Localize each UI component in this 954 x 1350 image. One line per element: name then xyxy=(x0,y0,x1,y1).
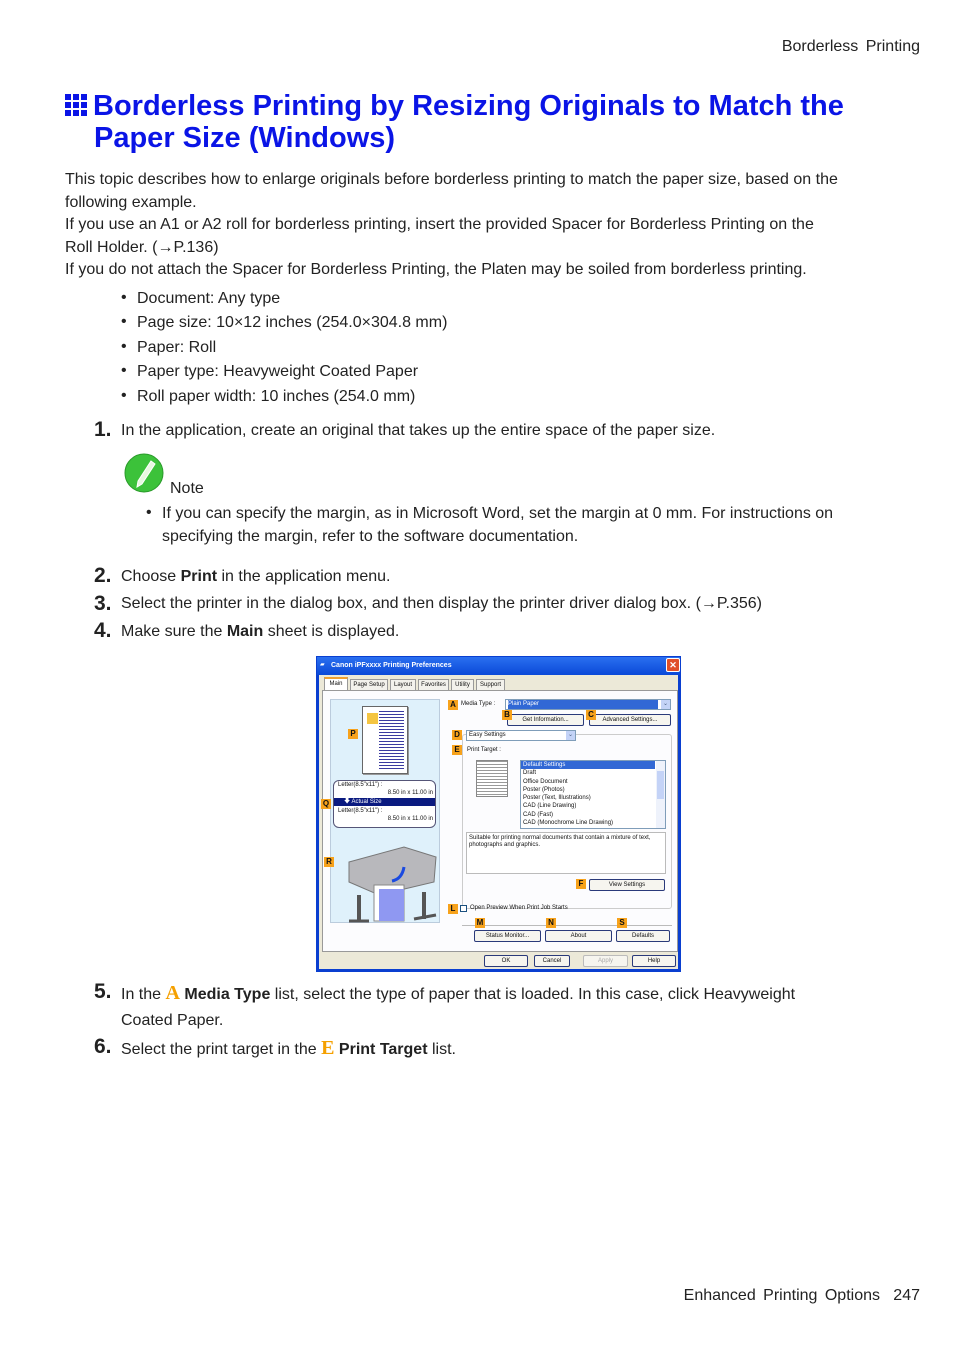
tab-page-setup[interactable]: Page Setup xyxy=(350,679,388,690)
page-preview xyxy=(362,706,408,774)
cancel-button[interactable]: Cancel xyxy=(534,955,570,967)
label-e-marker: E xyxy=(321,1037,335,1059)
note-text: specifying the margin, refer to the software documentation. xyxy=(162,528,579,545)
intro-line: If you use an A1 or A2 roll for borderless printing, insert the provided Spacer for Borderless Printing on the xyxy=(65,216,814,233)
printer-illustration xyxy=(344,837,439,923)
label-c: C xyxy=(586,710,596,720)
step-number: 1. xyxy=(94,418,112,441)
image-thumbnail xyxy=(367,713,378,724)
list-item[interactable]: CAD (Line Drawing) xyxy=(523,803,577,810)
input-size-dim: 8.50 in x 11.00 in xyxy=(387,790,433,796)
intro-line: following example. xyxy=(65,194,197,211)
list-item[interactable]: CAD (Fast) xyxy=(523,811,553,818)
easy-settings-select[interactable] xyxy=(466,730,576,741)
step-text: Make sure the Main sheet is displayed. xyxy=(121,623,400,640)
step-text: Select the print target in the E Print Target list. xyxy=(121,1037,456,1059)
label-f: F xyxy=(576,879,586,889)
page-number: 247 xyxy=(893,1287,920,1304)
actual-size-row[interactable] xyxy=(334,798,435,806)
step-number: 4. xyxy=(94,619,112,642)
easy-settings-value: Easy Settings xyxy=(469,732,506,738)
view-settings-button[interactable]: View Settings xyxy=(589,879,665,891)
print-target-list[interactable] xyxy=(520,760,666,829)
label-q: Q xyxy=(322,799,330,808)
label-b: B xyxy=(502,710,512,720)
bullet: • xyxy=(121,387,127,404)
separator xyxy=(462,925,672,926)
open-preview-label: Open Preview When Print Job Starts xyxy=(470,905,568,911)
open-preview-checkbox[interactable] xyxy=(460,905,467,912)
label-s: S xyxy=(617,918,627,928)
defaults-button[interactable]: Defaults xyxy=(616,930,670,942)
intro-line[interactable]: Roll Holder. (→P.136) xyxy=(65,239,219,256)
example-item: Paper type: Heavyweight Coated Paper xyxy=(137,363,419,380)
label-d: D xyxy=(452,730,462,740)
print-target-label: Print Target : xyxy=(467,747,501,753)
page-title-line2: Paper Size (Windows) xyxy=(94,122,396,154)
media-type-label: Media Type : xyxy=(461,701,496,707)
dialog-title: Canon iPFxxxx Printing Preferences xyxy=(317,657,680,675)
step-text: Select the printer in the dialog box, and then display the printer driver dialog box. (→P.356) xyxy=(121,595,762,612)
about-button[interactable]: About xyxy=(545,930,612,942)
example-item: Page size: 10×12 inches (254.0×304.8 mm) xyxy=(137,314,448,331)
tab-main[interactable]: Main xyxy=(324,677,348,690)
step-number: 6. xyxy=(94,1035,112,1058)
list-item[interactable]: Default Settings xyxy=(521,761,655,769)
intro-line: If you do not attach the Spacer for Borderless Printing, the Platen may be soiled from borderless printing. xyxy=(65,261,807,278)
print-target-thumbnail xyxy=(476,760,508,797)
tab-favorites[interactable]: Favorites xyxy=(418,679,449,690)
note-pencil-icon xyxy=(124,453,166,495)
printing-preferences-dialog xyxy=(316,656,681,972)
description-box: Suitable for printing normal documents that contain a mixture of text, photographs and graphics. xyxy=(466,832,666,874)
list-item[interactable]: Poster (Text, Illustrations) xyxy=(523,795,591,802)
advanced-settings-button[interactable]: Advanced Settings... xyxy=(589,714,671,726)
step-text: In the application, create an original that takes up the entire space of the paper size. xyxy=(121,422,716,439)
ok-button[interactable]: OK xyxy=(484,955,528,967)
step-text: In the A Media Type list, select the type of paper that is loaded. In this case, click Heavyweight xyxy=(121,982,796,1004)
example-item: Document: Any type xyxy=(137,290,281,307)
chevron-down-icon[interactable]: ⌄ xyxy=(567,732,574,738)
text-lines xyxy=(379,711,404,769)
bullet: • xyxy=(121,313,127,330)
tab-support[interactable]: Support xyxy=(476,679,505,690)
input-size: Letter(8.5"x11") : xyxy=(338,782,383,788)
output-size-dim: 8.50 in x 11.00 in xyxy=(387,816,433,822)
label-e: E xyxy=(452,745,462,755)
label-n: N xyxy=(546,918,556,928)
get-information-button[interactable]: Get Information... xyxy=(507,714,584,726)
bullet: • xyxy=(121,338,127,355)
step-number: 5. xyxy=(94,980,112,1003)
bullet: • xyxy=(121,362,127,379)
step-number: 3. xyxy=(94,592,112,615)
section-grid-icon xyxy=(65,94,88,117)
note-text: If you can specify the margin, as in Microsoft Word, set the margin at 0 mm. For instructions on xyxy=(162,505,834,522)
label-p: P xyxy=(348,729,358,739)
media-type-value: Plain Paper xyxy=(508,700,658,709)
arrow-down-icon: 🡇 xyxy=(344,799,352,805)
bullet: • xyxy=(121,289,127,306)
list-item[interactable]: Office Document xyxy=(523,778,568,785)
printer-icon: ▰ xyxy=(320,662,325,668)
scrollbar-thumb[interactable] xyxy=(657,771,664,799)
status-monitor-button[interactable]: Status Monitor... xyxy=(474,930,541,942)
help-button[interactable]: Help xyxy=(632,955,676,967)
chevron-down-icon[interactable]: ⌄ xyxy=(662,701,669,707)
scrollbar[interactable] xyxy=(656,761,665,828)
note-label: Note xyxy=(170,480,204,497)
tab-utility[interactable]: Utility xyxy=(451,679,474,690)
label-r: R xyxy=(324,857,334,867)
label-l: L xyxy=(448,904,458,914)
footer-chapter: Enhanced Printing Options xyxy=(683,1287,880,1304)
example-item: Paper: Roll xyxy=(137,339,217,356)
list-item[interactable]: CAD (Monochrome Line Drawing) xyxy=(523,820,614,827)
media-type-select[interactable] xyxy=(505,699,671,710)
label-a-marker: A xyxy=(165,982,180,1004)
tab-layout[interactable]: Layout xyxy=(390,679,416,690)
running-header: Borderless Printing xyxy=(781,38,920,55)
step-text: Coated Paper. xyxy=(121,1012,224,1029)
bullet: • xyxy=(146,504,152,521)
list-item[interactable]: Draft xyxy=(523,770,537,777)
intro-line: This topic describes how to enlarge originals before borderless printing to match the paper size, based on the xyxy=(65,171,838,188)
label-a: A xyxy=(448,700,458,710)
actual-size-label: Actual Size xyxy=(351,799,382,805)
output-size: Letter(8.5"x11") : xyxy=(338,808,383,814)
page-title-line1: Borderless Printing by Resizing Originals to Match the xyxy=(93,90,844,122)
apply-button[interactable]: Apply xyxy=(583,955,628,967)
list-item[interactable]: Poster (Photos) xyxy=(523,786,565,793)
label-m: M xyxy=(476,918,484,927)
close-icon[interactable]: ✕ xyxy=(666,658,680,672)
step-text: Choose Print in the application menu. xyxy=(121,568,391,585)
step-number: 2. xyxy=(94,564,112,587)
example-item: Roll paper width: 10 inches (254.0 mm) xyxy=(137,388,416,405)
